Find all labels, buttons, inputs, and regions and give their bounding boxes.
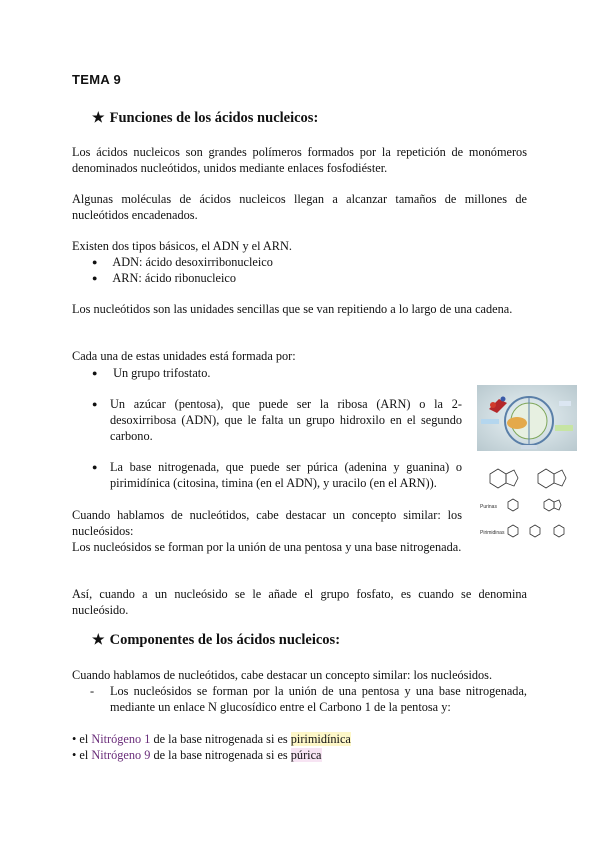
bullet-icon: ● xyxy=(92,257,98,267)
section-heading-text: Funciones de los ácidos nucleicos: xyxy=(109,110,319,126)
list-item-base xyxy=(92,459,462,491)
bullet-icon: ● xyxy=(92,273,98,283)
paragraph-nucleosides-intro: Cuando hablamos de nucleótidos, cabe destacar un concepto similar: los nucleósidos. xyxy=(72,668,493,682)
paragraph-types: Existen dos tipos básicos, el ADN y el ARN. xyxy=(72,239,292,253)
section-heading-funciones xyxy=(92,110,318,127)
paragraph-units: Cada una de estas unidades está formada por: xyxy=(72,349,296,363)
paragraph-nucleosides-concept: Cuando hablamos de nucleótidos, cabe destacar un concepto similar: los nucleósidos: xyxy=(72,508,462,538)
list-item-text: Un grupo trifostato. xyxy=(113,366,211,380)
list-item-text: La base nitrogenada, que puede ser púrica (adenina y guanina) o pirimidínica (citosina, timina (en el ADN), y uracilo (en el ARN)). xyxy=(110,460,462,490)
star-icon: ★ xyxy=(92,633,105,648)
dash-list-item xyxy=(90,683,527,715)
pirimidinas-label: Pirimidinas xyxy=(480,530,505,536)
list-item-adn xyxy=(92,254,273,270)
list-item-arn xyxy=(92,270,236,286)
bullet-icon: ● xyxy=(92,462,98,472)
line-middle: de la base nitrogenada si es xyxy=(150,748,291,762)
purinas-label: Purinas xyxy=(480,504,497,510)
line-prefix: • el xyxy=(72,732,92,746)
highlight-pyrimidine: pirimidínica xyxy=(290,732,351,746)
list-item-phosphate xyxy=(92,365,210,381)
dash-bullet-icon: - xyxy=(90,684,95,698)
line-middle: de la base nitrogenada si es xyxy=(150,732,291,746)
paragraph-definition: Los ácidos nucleicos son grandes polímeros formados por la repetición de monómeros denominados nucleótidos, unidos mediante enlaces fosfodiéster. xyxy=(72,145,527,175)
dash-item-text: Los nucleósidos se forman por la unión de una pentosa y una base nitrogenada, mediante un enlace N glucosídico entre el Carbono 1 de la pentosa y: xyxy=(110,684,527,714)
nitrogenous-bases-diagram xyxy=(478,460,578,553)
list-item-text: ARN: ácido ribonucleico xyxy=(112,271,237,285)
list-item-text: ADN: ácido desoxirribonucleico xyxy=(112,255,273,269)
paragraph-phosphate-addition: Así, cuando a un nucleósido se le añade el grupo fosfato, es cuando se denomina nucleósido. xyxy=(72,587,527,617)
list-item-text: Un azúcar (pentosa), que puede ser la ribosa (ARN) o la 2-desoxirribosa (ADN), que le falta un grupo hidroxilo en el segundo carbono. xyxy=(110,397,462,443)
section-heading-componentes xyxy=(92,632,340,649)
page-title: TEMA 9 xyxy=(72,72,121,87)
highlight-purine: púrica xyxy=(290,748,322,762)
paragraph-nucleotides: Los nucleótidos son las unidades sencillas que se van repitiendo a lo largo de una cadena. xyxy=(72,302,513,316)
nitrogen-label: Nitrógeno 9 xyxy=(91,748,151,762)
line-prefix: • el xyxy=(72,748,92,762)
star-icon: ★ xyxy=(92,111,105,126)
nucleotide-diagram-image xyxy=(477,385,577,451)
paragraph-size: Algunas moléculas de ácidos nucleicos llegan a alcanzar tamaños de millones de nucleótidos encadenados. xyxy=(72,192,527,222)
nitrogen-label: Nitrógeno 1 xyxy=(91,732,151,746)
paragraph-nucleosides-formation: Los nucleósidos se forman por la unión de una pentosa y una base nitrogenada. xyxy=(72,540,462,554)
bullet-icon: ● xyxy=(92,399,98,409)
bond-line-purine xyxy=(72,747,322,763)
list-item-sugar xyxy=(92,396,462,444)
bond-line-pyrimidine xyxy=(72,731,351,747)
bullet-icon: ● xyxy=(92,368,98,378)
section-heading-text: Componentes de los ácidos nucleicos: xyxy=(109,632,341,648)
